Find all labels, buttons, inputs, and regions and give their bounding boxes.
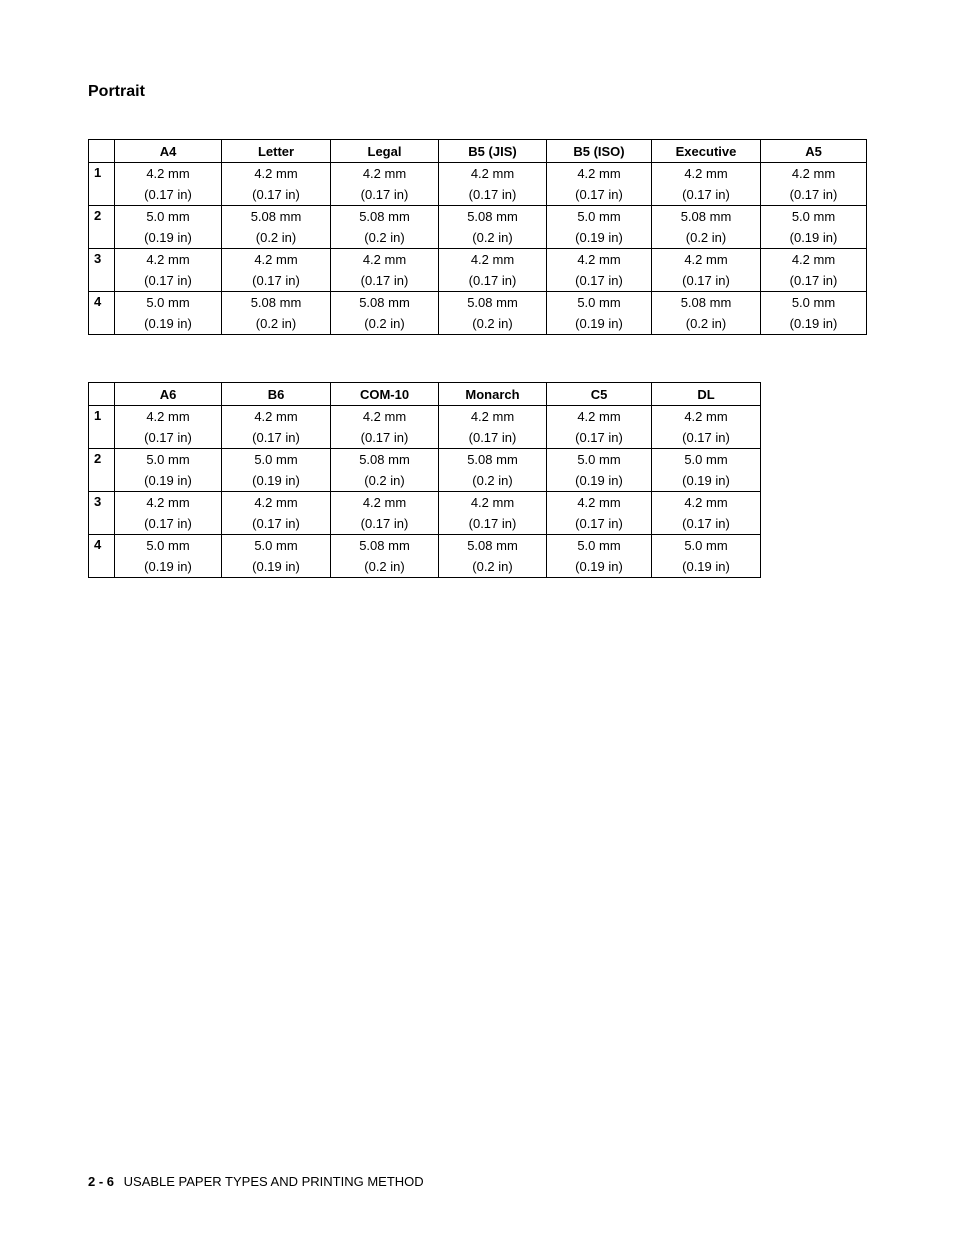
margin-in: (0.17 in) — [144, 516, 192, 531]
margin-in: (0.19 in) — [575, 559, 623, 574]
margin-cell — [652, 292, 761, 335]
margin-mm: 5.0 mm — [254, 538, 298, 553]
margin-mm: 4.2 mm — [146, 495, 190, 510]
margin-table-1 — [88, 139, 867, 335]
margin-in: (0.2 in) — [472, 559, 513, 574]
margin-mm: 4.2 mm — [146, 409, 190, 424]
margin-in: (0.17 in) — [360, 516, 409, 531]
margin-in: (0.2 in) — [364, 473, 405, 488]
margin-cell — [115, 206, 222, 249]
margin-in: (0.19 in) — [789, 230, 838, 245]
margin-cell — [652, 249, 761, 292]
margin-mm: 4.2 mm — [362, 495, 407, 510]
row-label: 2 — [89, 206, 115, 249]
margin-mm: 4.2 mm — [146, 252, 190, 267]
margin-mm: 4.2 mm — [791, 166, 836, 181]
column-header: Legal — [331, 140, 439, 163]
margin-mm: 5.0 mm — [254, 452, 298, 467]
margin-in: (0.17 in) — [360, 430, 409, 445]
margin-in: (0.17 in) — [682, 516, 730, 531]
table-row — [89, 492, 761, 535]
margin-cell — [331, 449, 439, 492]
column-header: DL — [652, 383, 761, 406]
margin-mm: 5.0 mm — [146, 295, 190, 310]
margin-cell — [652, 206, 761, 249]
margin-in: (0.17 in) — [682, 187, 730, 202]
margin-cell — [439, 292, 547, 335]
margin-in: (0.17 in) — [144, 430, 192, 445]
margin-cell — [115, 492, 222, 535]
margin-cell — [652, 406, 761, 449]
margin-in: (0.2 in) — [255, 230, 297, 245]
table-row — [89, 206, 867, 249]
margin-cell — [547, 206, 652, 249]
margin-mm: 5.08 mm — [467, 295, 518, 310]
table-body — [89, 163, 867, 335]
margin-mm: 4.2 mm — [684, 495, 728, 510]
column-header: Letter — [222, 140, 331, 163]
margin-mm: 5.0 mm — [146, 538, 190, 553]
row-label: 4 — [89, 292, 115, 335]
margin-cell — [331, 535, 439, 578]
margin-cell — [331, 249, 439, 292]
section-title: USABLE PAPER TYPES AND PRINTING METHOD — [123, 1174, 424, 1189]
page-number: 2 - 6 — [88, 1174, 115, 1189]
margin-in: (0.19 in) — [682, 559, 730, 574]
margin-in: (0.17 in) — [789, 273, 838, 288]
table-header — [89, 140, 867, 163]
margin-cell — [222, 449, 331, 492]
margin-mm: 4.2 mm — [254, 166, 298, 181]
margin-in: (0.17 in) — [575, 187, 623, 202]
margin-cell — [331, 406, 439, 449]
header-row — [89, 140, 867, 163]
margin-in: (0.17 in) — [360, 273, 409, 288]
table-row — [89, 249, 867, 292]
margin-in: (0.17 in) — [144, 273, 192, 288]
margin-in: (0.19 in) — [575, 230, 623, 245]
row-label: 1 — [89, 163, 115, 206]
margin-in: (0.2 in) — [472, 230, 513, 245]
page-title: Portrait — [88, 83, 145, 100]
margin-cell — [652, 535, 761, 578]
margin-in: (0.17 in) — [252, 430, 300, 445]
margin-mm: 4.2 mm — [577, 495, 621, 510]
table-body — [89, 406, 761, 578]
margin-cell — [547, 406, 652, 449]
margin-cell — [115, 249, 222, 292]
margin-mm: 4.2 mm — [791, 252, 836, 267]
row-label: 3 — [89, 492, 115, 535]
margin-in: (0.19 in) — [144, 473, 192, 488]
column-header: COM-10 — [331, 383, 439, 406]
column-header: A4 — [115, 140, 222, 163]
column-header: A6 — [115, 383, 222, 406]
margin-in: (0.2 in) — [472, 316, 513, 331]
margin-mm: 4.2 mm — [470, 166, 515, 181]
margin-cell — [761, 163, 867, 206]
margin-mm: 4.2 mm — [577, 252, 621, 267]
margin-in: (0.2 in) — [685, 316, 727, 331]
margin-in: (0.17 in) — [360, 187, 409, 202]
margin-in: (0.2 in) — [364, 230, 405, 245]
margin-cell — [439, 163, 547, 206]
margin-in: (0.2 in) — [472, 473, 513, 488]
margin-in: (0.17 in) — [789, 187, 838, 202]
margin-mm: 5.08 mm — [680, 209, 732, 224]
margin-cell — [115, 406, 222, 449]
margin-cell — [652, 449, 761, 492]
margin-cell — [547, 492, 652, 535]
margin-cell — [761, 249, 867, 292]
margin-mm: 4.2 mm — [684, 409, 728, 424]
margin-cell — [439, 249, 547, 292]
margin-cell — [547, 249, 652, 292]
margin-cell — [222, 206, 331, 249]
margin-in: (0.17 in) — [252, 516, 300, 531]
margin-cell — [331, 292, 439, 335]
row-label: 4 — [89, 535, 115, 578]
table-row — [89, 449, 761, 492]
column-header: A5 — [761, 140, 867, 163]
margin-mm: 5.08 mm — [467, 209, 518, 224]
margin-mm: 4.2 mm — [254, 495, 298, 510]
margin-mm: 5.0 mm — [791, 295, 836, 310]
margin-in: (0.17 in) — [468, 187, 517, 202]
margin-cell — [652, 163, 761, 206]
row-label: 3 — [89, 249, 115, 292]
margin-mm: 5.08 mm — [359, 538, 410, 553]
margin-cell — [439, 449, 547, 492]
margin-in: (0.17 in) — [252, 187, 300, 202]
margin-in: (0.17 in) — [468, 273, 517, 288]
margin-in: (0.19 in) — [789, 316, 838, 331]
margin-cell — [439, 206, 547, 249]
header-row — [89, 383, 761, 406]
margin-cell — [222, 163, 331, 206]
margin-cell — [222, 292, 331, 335]
margin-in: (0.19 in) — [575, 473, 623, 488]
margin-mm: 4.2 mm — [470, 409, 515, 424]
margin-mm: 4.2 mm — [470, 252, 515, 267]
margin-cell — [222, 535, 331, 578]
margin-in: (0.17 in) — [682, 430, 730, 445]
corner-cell — [89, 140, 115, 163]
margin-mm: 5.08 mm — [359, 209, 410, 224]
margin-in: (0.19 in) — [144, 559, 192, 574]
margin-mm: 5.0 mm — [146, 452, 190, 467]
margin-cell — [222, 249, 331, 292]
margin-mm: 4.2 mm — [577, 409, 621, 424]
margin-mm: 5.0 mm — [577, 452, 621, 467]
margin-cell — [331, 163, 439, 206]
margin-cell — [331, 492, 439, 535]
margin-mm: 4.2 mm — [362, 252, 407, 267]
margin-in: (0.19 in) — [682, 473, 730, 488]
margin-cell — [547, 292, 652, 335]
margin-mm: 5.0 mm — [146, 209, 190, 224]
margin-mm: 4.2 mm — [684, 252, 728, 267]
margin-mm: 5.08 mm — [359, 295, 410, 310]
margin-mm: 5.08 mm — [467, 452, 518, 467]
margin-mm: 5.0 mm — [577, 538, 621, 553]
row-label: 2 — [89, 449, 115, 492]
margin-cell — [115, 163, 222, 206]
margin-mm: 4.2 mm — [254, 409, 298, 424]
margin-in: (0.17 in) — [252, 273, 300, 288]
margin-cell — [439, 406, 547, 449]
margin-table-2 — [88, 382, 761, 578]
margin-cell — [439, 492, 547, 535]
margin-cell — [761, 206, 867, 249]
margin-mm: 5.08 mm — [250, 209, 302, 224]
margin-in: (0.17 in) — [575, 516, 623, 531]
table-row — [89, 163, 867, 206]
margin-cell — [222, 492, 331, 535]
margin-cell — [761, 292, 867, 335]
row-label: 1 — [89, 406, 115, 449]
margin-mm: 5.0 mm — [577, 209, 621, 224]
margin-in: (0.17 in) — [575, 430, 623, 445]
margin-mm: 4.2 mm — [362, 166, 407, 181]
page-footer — [88, 1174, 424, 1189]
margin-in: (0.19 in) — [575, 316, 623, 331]
margin-mm: 5.0 mm — [684, 538, 728, 553]
margin-in: (0.2 in) — [364, 559, 405, 574]
margin-cell — [115, 449, 222, 492]
margin-in: (0.19 in) — [252, 473, 300, 488]
margin-in: (0.17 in) — [575, 273, 623, 288]
margin-mm: 4.2 mm — [254, 252, 298, 267]
margin-cell — [331, 206, 439, 249]
margin-mm: 5.0 mm — [684, 452, 728, 467]
margin-cell — [547, 163, 652, 206]
margin-in: (0.17 in) — [144, 187, 192, 202]
margin-cell — [547, 449, 652, 492]
margin-mm: 4.2 mm — [577, 166, 621, 181]
table-header — [89, 383, 761, 406]
column-header: Executive — [652, 140, 761, 163]
margin-mm: 4.2 mm — [470, 495, 515, 510]
margin-in: (0.17 in) — [468, 430, 517, 445]
margin-cell — [547, 535, 652, 578]
margin-in: (0.2 in) — [364, 316, 405, 331]
margin-mm: 4.2 mm — [362, 409, 407, 424]
table-row — [89, 535, 761, 578]
margin-in: (0.2 in) — [255, 316, 297, 331]
margin-mm: 5.08 mm — [680, 295, 732, 310]
margin-cell — [652, 492, 761, 535]
margin-in: (0.2 in) — [685, 230, 727, 245]
margin-mm: 4.2 mm — [684, 166, 728, 181]
table-row — [89, 406, 761, 449]
table-row — [89, 292, 867, 335]
margin-mm: 5.08 mm — [359, 452, 410, 467]
column-header: B5 (JIS) — [439, 140, 547, 163]
margin-in: (0.17 in) — [682, 273, 730, 288]
column-header: Monarch — [439, 383, 547, 406]
corner-cell — [89, 383, 115, 406]
margin-mm: 5.0 mm — [791, 209, 836, 224]
margin-cell — [222, 406, 331, 449]
margin-in: (0.19 in) — [144, 230, 192, 245]
margin-cell — [439, 535, 547, 578]
margin-in: (0.19 in) — [144, 316, 192, 331]
margin-in: (0.19 in) — [252, 559, 300, 574]
column-header: C5 — [547, 383, 652, 406]
column-header: B6 — [222, 383, 331, 406]
margin-mm: 5.08 mm — [467, 538, 518, 553]
margin-mm: 4.2 mm — [146, 166, 190, 181]
margin-cell — [115, 535, 222, 578]
margin-mm: 5.08 mm — [250, 295, 302, 310]
margin-mm: 5.0 mm — [577, 295, 621, 310]
margin-cell — [115, 292, 222, 335]
margin-in: (0.17 in) — [468, 516, 517, 531]
column-header: B5 (ISO) — [547, 140, 652, 163]
